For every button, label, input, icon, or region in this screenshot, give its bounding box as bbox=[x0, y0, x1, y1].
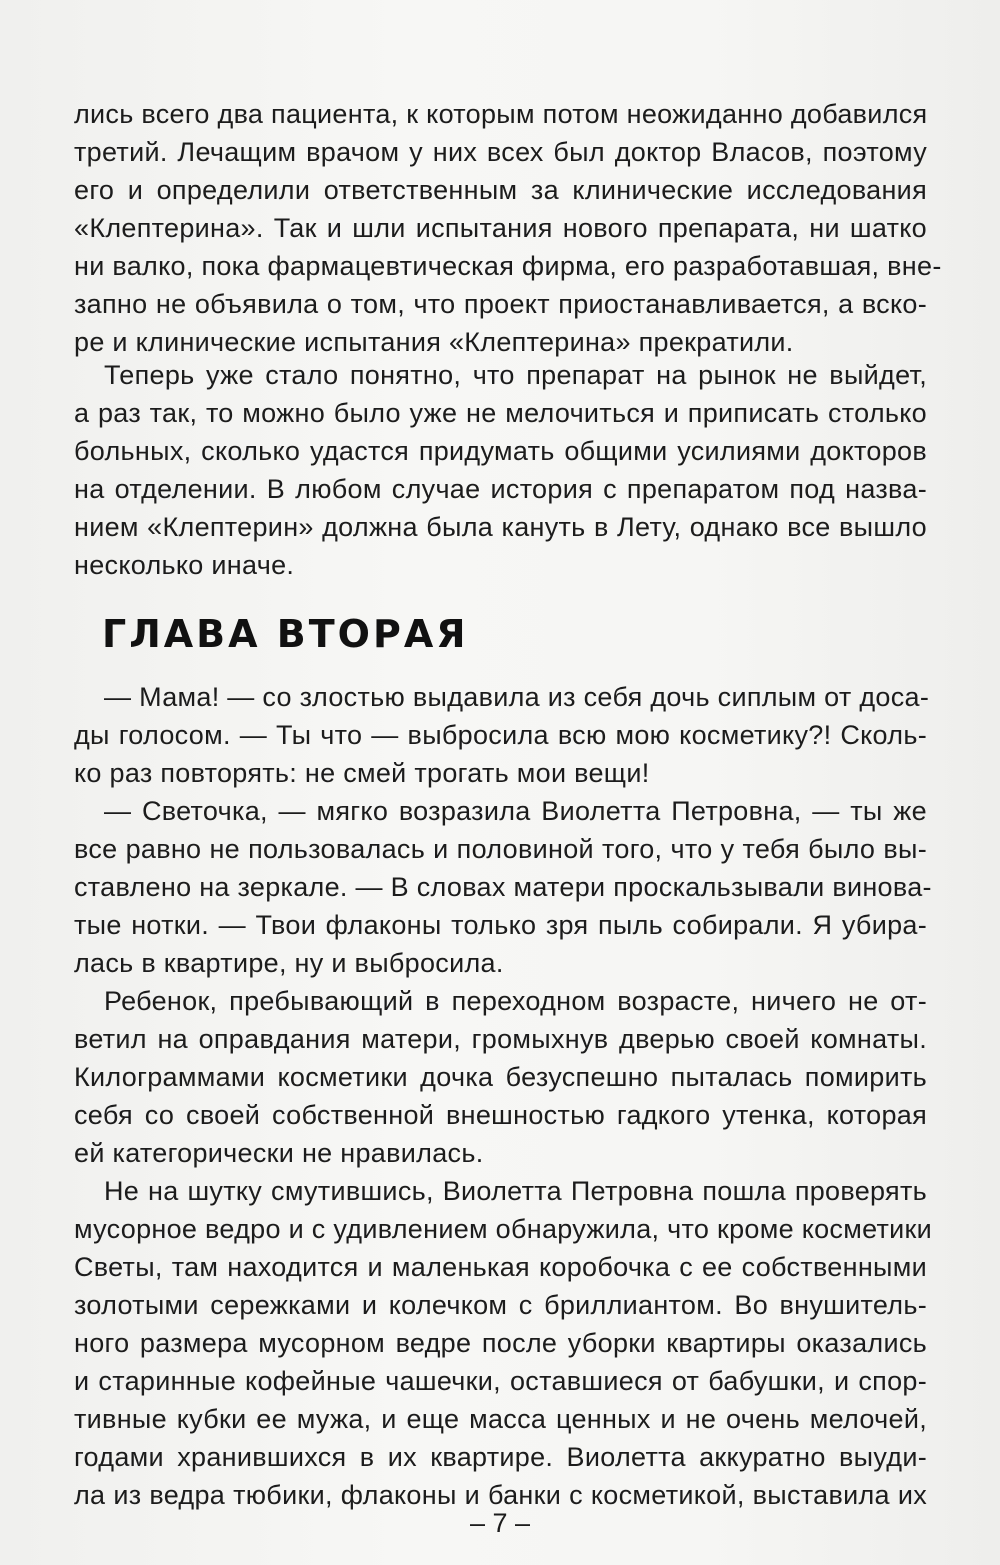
text-line: нием «Клептерин» должна была кануть в Лету, однако все вышло bbox=[74, 512, 927, 542]
text-line: тивные кубки ее мужа, и еще масса ценных и не очень мелочей, bbox=[74, 1404, 927, 1434]
text-line: Не на шутку смутившись, Виолетта Петровна пошла проверять bbox=[104, 1176, 927, 1206]
text-line: ре и клинические испытания «Клептерина» прекратили. bbox=[74, 327, 794, 357]
text-line: ко раз повторять: не смей трогать мои вещи! bbox=[74, 758, 650, 788]
text-line: ни валко, пока фармацевтическая фирма, его разработавшая, вне- bbox=[74, 251, 942, 281]
text-line: и старинные кофейные чашечки, оставшиеся от бабушки, и спор- bbox=[74, 1366, 927, 1396]
text-line: на отделении. В любом случае история с препаратом под назва- bbox=[74, 474, 927, 504]
text-line: ды голосом. — Ты что — выбросила всю мою косметику?! Сколь- bbox=[74, 720, 927, 750]
text-line: больных, сколько удастся придумать общими усилиями докторов bbox=[74, 436, 927, 466]
text-section-before-chapter bbox=[74, 95, 942, 361]
text-line: Светы, там находится и маленькая коробочка с ее собственными bbox=[74, 1252, 927, 1282]
text-line: годами хранившихся в их квартире. Виолетта аккуратно выуди- bbox=[74, 1442, 927, 1472]
text-line: его и определили ответственным за клинические исследования bbox=[74, 175, 927, 205]
page-number: – 7 – bbox=[469, 1508, 531, 1538]
text-line: золотыми сережками и колечком с бриллиантом. Во внушитель- bbox=[74, 1290, 927, 1320]
text-line: лась в квартире, ну и выбросила. bbox=[74, 948, 504, 978]
text-line: все равно не пользовалась и половиной того, что у тебя было вы- bbox=[74, 834, 927, 864]
text-line: Килограммами косметики дочка безуспешно пыталась помирить bbox=[74, 1062, 927, 1092]
text-line: лись всего два пациента, к которым потом неожиданно добавился bbox=[74, 99, 928, 129]
text-line: ного размера мусорном ведре после уборки квартиры оказались bbox=[74, 1328, 927, 1358]
text-line: ветил на оправдания матери, громыхнув дверью своей комнаты. bbox=[74, 1024, 927, 1054]
text-section-after-chapter bbox=[74, 678, 933, 1514]
text-section-before-chapter-2 bbox=[74, 356, 927, 584]
text-line: Теперь уже стало понятно, что препарат на рынок не выйдет, bbox=[104, 360, 927, 390]
text-line: ставлено на зеркале. — В словах матери проскальзывали винова- bbox=[74, 872, 932, 902]
chapter-title: ГЛАВА ВТОРАЯ bbox=[102, 612, 469, 656]
text-line: третий. Лечащим врачом у них всех был доктор Власов, поэтому bbox=[74, 137, 927, 167]
text-line: ей категорически не нравилась. bbox=[74, 1138, 484, 1168]
paragraph bbox=[74, 1172, 933, 1514]
text-line: «Клептерина». Так и шли испытания нового препарата, ни шатко bbox=[74, 213, 927, 243]
text-line: — Мама! — со злостью выдавила из себя дочь сиплым от доса- bbox=[104, 682, 930, 712]
text-line: Ребенок, пребывающий в переходном возрасте, ничего не от- bbox=[104, 986, 927, 1016]
paragraph bbox=[74, 678, 930, 792]
text-line: ла из ведра тюбики, флаконы и банки с косметикой, выставила их bbox=[74, 1480, 927, 1510]
paragraph bbox=[74, 982, 927, 1172]
text-line: себя со своей собственной внешностью гадкого утенка, которая bbox=[74, 1100, 927, 1130]
text-line: несколько иначе. bbox=[74, 550, 295, 580]
text-line: мусорное ведро и с удивлением обнаружила, что кроме косметики bbox=[74, 1214, 933, 1244]
paragraph bbox=[74, 792, 932, 982]
text-line: — Светочка, — мягко возразила Виолетта Петровна, — ты же bbox=[104, 796, 927, 826]
text-line: а раз так, то можно было уже не мелочиться и приписать столько bbox=[74, 398, 927, 428]
paragraph bbox=[74, 95, 942, 361]
paragraph bbox=[74, 356, 927, 584]
text-line: запно не объявила о том, что проект приостанавливается, а вско- bbox=[74, 289, 927, 319]
text-line: тые нотки. — Твои флаконы только зря пыль собирали. Я убира- bbox=[74, 910, 927, 940]
